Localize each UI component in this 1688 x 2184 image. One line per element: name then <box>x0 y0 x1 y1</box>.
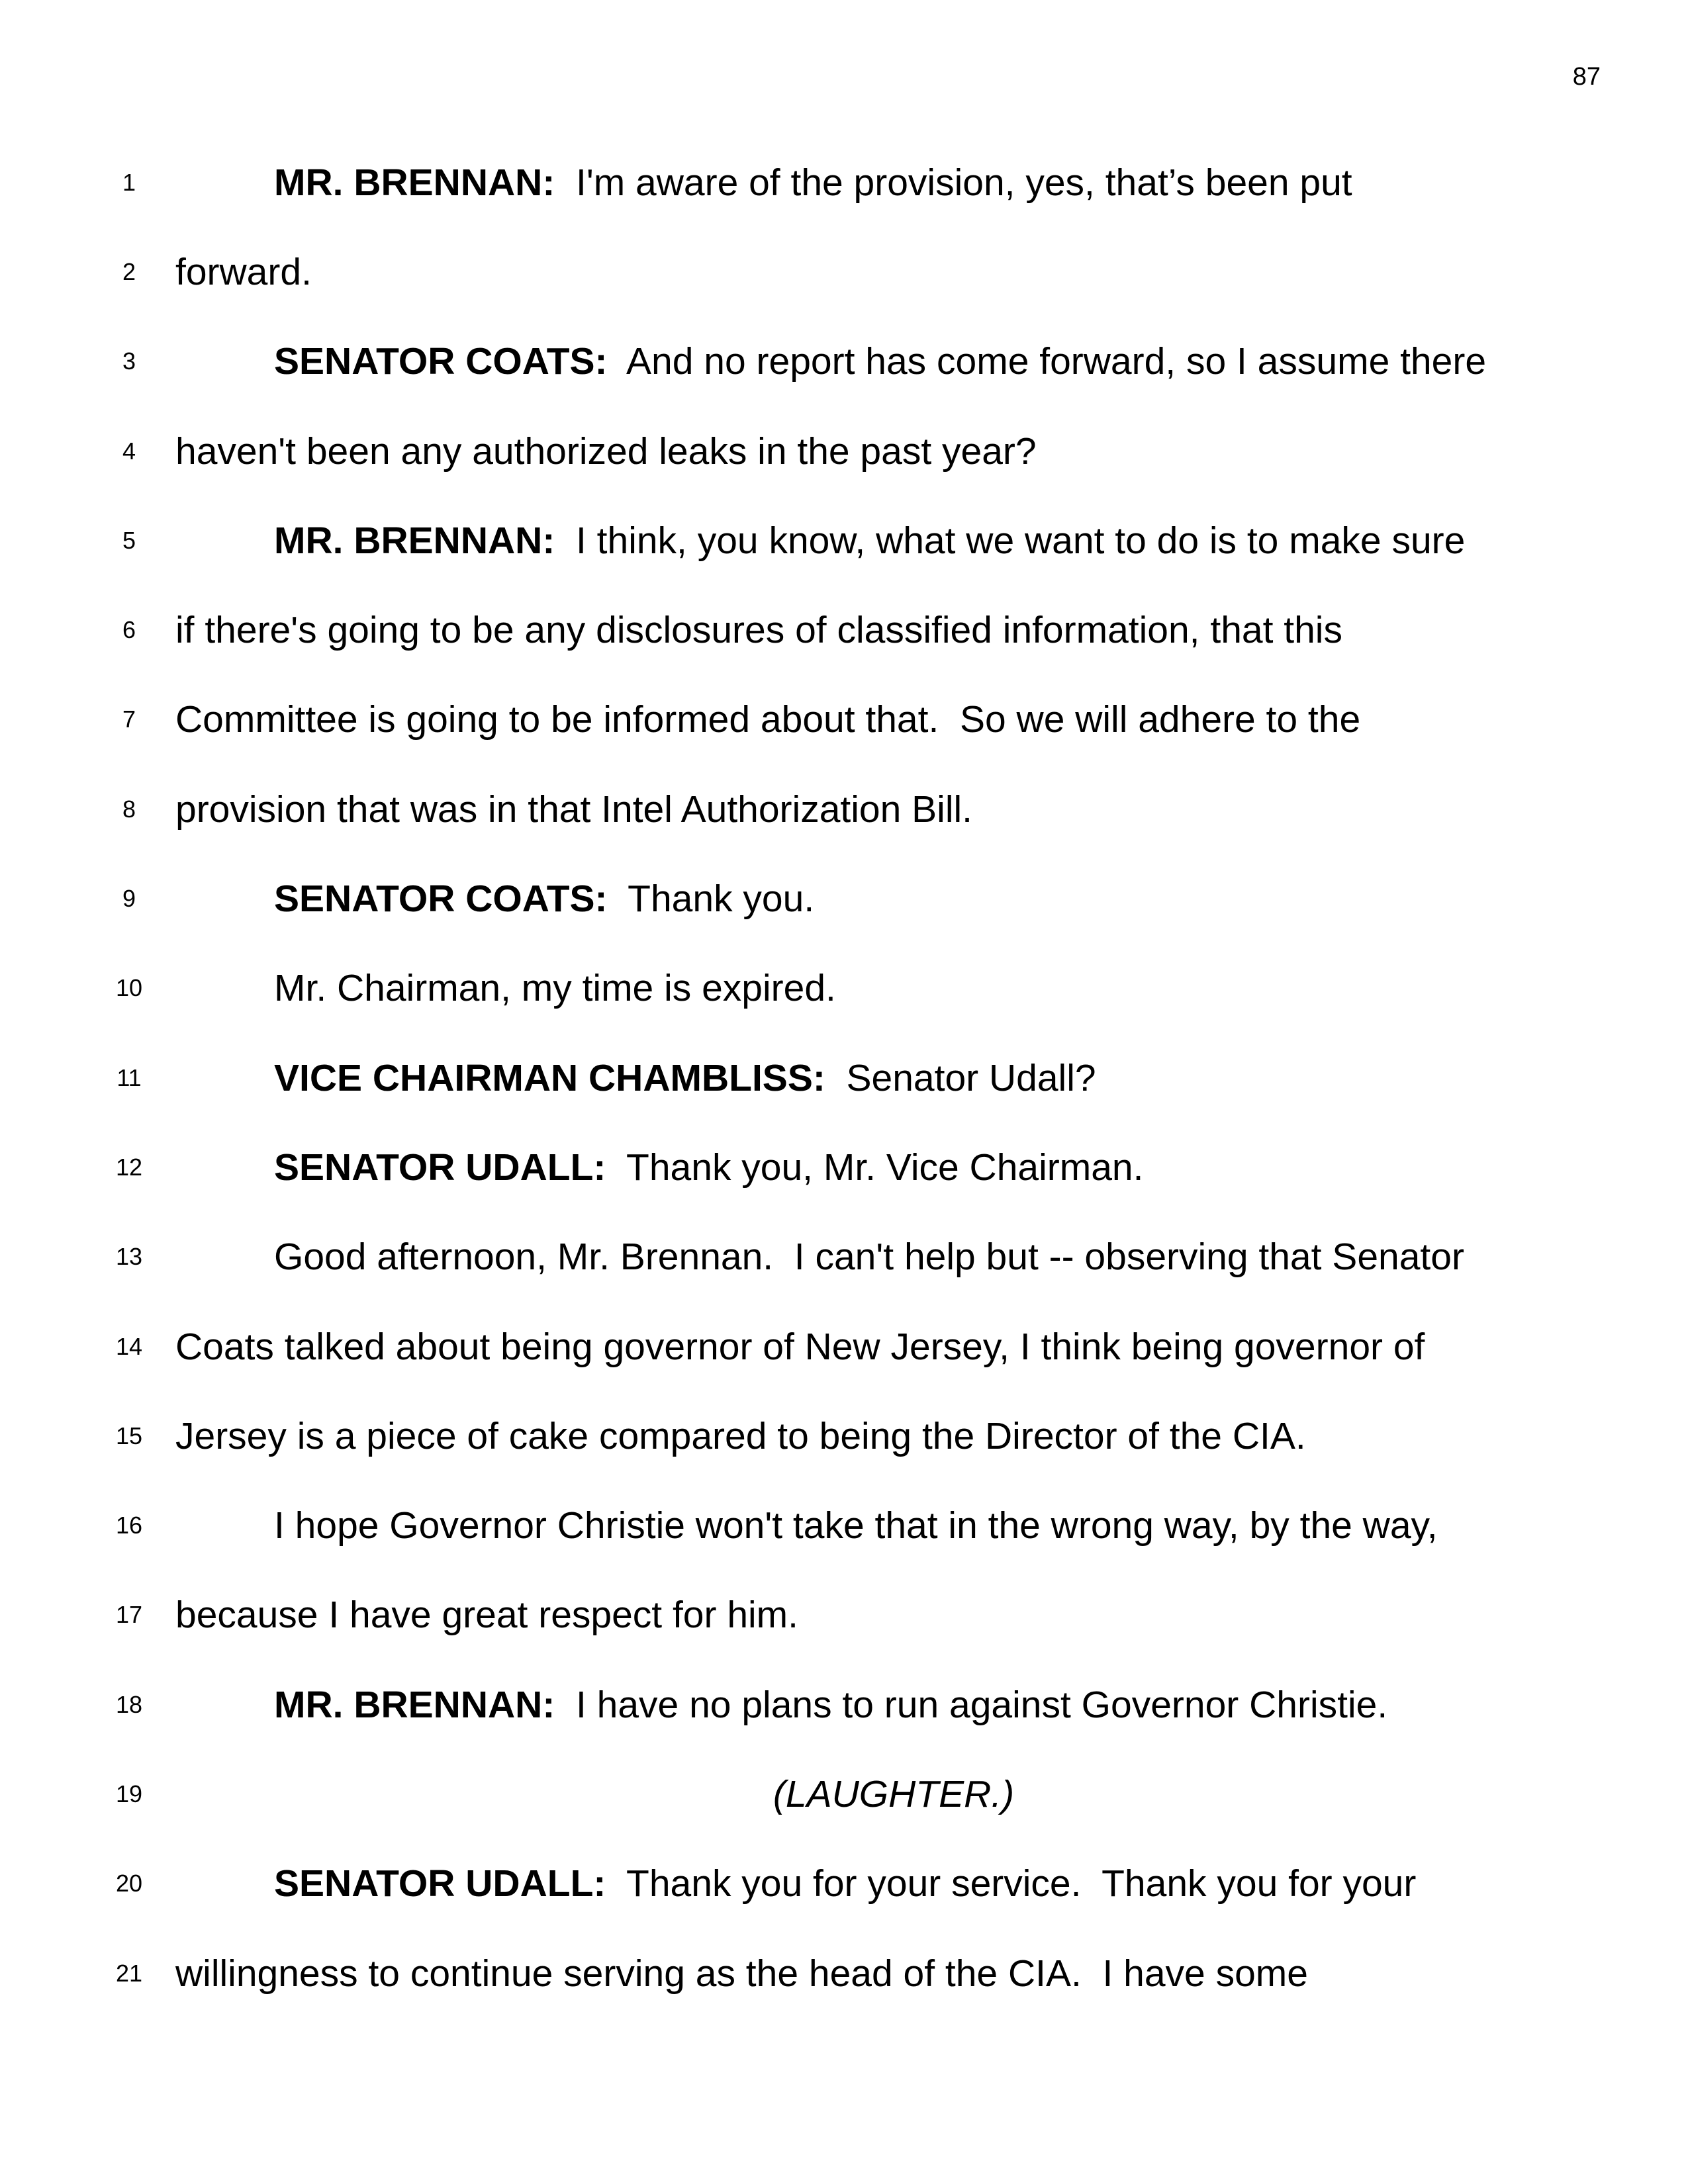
transcript-line <box>0 1929 1688 2018</box>
line-number: 11 <box>117 1064 142 1091</box>
spoken-text: Mr. Chairman, my time is expired. <box>274 967 836 1010</box>
line-number: 13 <box>115 1243 143 1271</box>
line-text <box>274 1235 1464 1279</box>
line-number: 20 <box>115 1870 143 1897</box>
spoken-text: And no report has come forward, so I assume there <box>607 340 1487 383</box>
transcript-line <box>0 1302 1688 1391</box>
spoken-text: Coats talked about being governor of New Jersey, I think being governor of <box>175 1325 1425 1368</box>
speaker-name: SENATOR UDALL: <box>274 1862 606 1905</box>
transcript-line <box>0 1480 1688 1570</box>
line-text <box>274 1146 1143 1189</box>
line-text <box>274 1056 1096 1100</box>
spoken-text: provision that was in that Intel Authorization Bill. <box>175 788 972 831</box>
line-number: 3 <box>122 347 136 375</box>
transcript-line <box>0 1749 1688 1839</box>
spoken-text: willingness to continue serving as the head of the CIA. I have some <box>175 1952 1308 1995</box>
transcript-line <box>0 1660 1688 1749</box>
speaker-name: MR. BRENNAN: <box>274 519 555 562</box>
transcript-line <box>0 854 1688 943</box>
line-number: 4 <box>122 437 136 465</box>
line-text <box>175 250 312 294</box>
transcript-line <box>0 1391 1688 1480</box>
transcript-line <box>0 317 1688 406</box>
transcript-line <box>0 496 1688 585</box>
line-text <box>274 161 1352 205</box>
line-text <box>175 698 1360 741</box>
transcript-line <box>0 406 1688 496</box>
transcript-line <box>0 1839 1688 1929</box>
transcript-line <box>0 585 1688 674</box>
transcript-line <box>0 1212 1688 1302</box>
line-number: 18 <box>115 1690 143 1718</box>
line-text <box>175 1414 1306 1458</box>
spoken-text: haven't been any authorized leaks in the past year? <box>175 430 1037 473</box>
line-text <box>175 1593 798 1637</box>
line-text <box>175 608 1342 652</box>
spoken-text: Thank you for your service. Thank you for your <box>606 1862 1417 1905</box>
transcript-line <box>0 944 1688 1033</box>
line-number: 6 <box>122 616 136 644</box>
line-number: 9 <box>122 885 136 913</box>
page-number: 87 <box>1572 63 1601 91</box>
line-number: 2 <box>122 257 136 285</box>
line-text <box>175 1325 1425 1369</box>
speaker-name: MR. BRENNAN: <box>274 161 555 204</box>
line-text <box>274 966 836 1010</box>
speaker-name: SENATOR COATS: <box>274 340 608 383</box>
transcript-line <box>0 227 1688 316</box>
spoken-text: Thank you, Mr. Vice Chairman. <box>606 1146 1144 1189</box>
spoken-text: Good afternoon, Mr. Brennan. I can't help but -- observing that Senator <box>274 1236 1464 1279</box>
line-text <box>0 1772 1688 1816</box>
spoken-text: because I have great respect for him. <box>175 1594 799 1637</box>
transcript-line <box>0 1033 1688 1122</box>
transcript-line <box>0 764 1688 854</box>
speaker-name: MR. BRENNAN: <box>274 1683 555 1726</box>
line-number: 8 <box>122 795 136 823</box>
line-number: 10 <box>115 974 143 1002</box>
line-number: 16 <box>115 1512 143 1539</box>
spoken-text: if there's going to be any disclosures of classified information, that this <box>175 609 1342 652</box>
spoken-text: I have no plans to run against Governor Christie. <box>555 1683 1388 1726</box>
transcript-line <box>0 1122 1688 1212</box>
transcript-line <box>0 1570 1688 1660</box>
spoken-text: I'm aware of the provision, yes, that’s been put <box>555 161 1352 204</box>
line-text <box>274 519 1465 563</box>
spoken-text: Senator Udall? <box>825 1056 1096 1099</box>
line-text <box>274 877 814 921</box>
line-number: 21 <box>115 1959 143 1987</box>
line-number: 12 <box>115 1153 143 1181</box>
line-text <box>175 430 1037 473</box>
spoken-text: Jersey is a piece of cake compared to being the Director of the CIA. <box>175 1414 1306 1457</box>
line-number: 19 <box>115 1780 143 1807</box>
spoken-text: forward. <box>175 250 312 293</box>
speaker-name: VICE CHAIRMAN CHAMBLISS: <box>274 1056 825 1099</box>
spoken-text: I hope Governor Christie won't take that in the wrong way, by the way, <box>274 1504 1438 1547</box>
transcript-line <box>0 138 1688 227</box>
line-text <box>274 1504 1438 1547</box>
transcript-lines <box>0 138 1688 2018</box>
spoken-text: I think, you know, what we want to do is to make sure <box>555 519 1466 562</box>
line-number: 1 <box>122 168 136 196</box>
line-number: 17 <box>115 1601 143 1629</box>
transcript-line <box>0 675 1688 764</box>
line-text <box>175 1952 1308 1995</box>
line-text <box>274 1683 1387 1727</box>
spoken-text: Thank you. <box>607 878 815 921</box>
spoken-text: Committee is going to be informed about that. So we will adhere to the <box>175 698 1361 741</box>
line-text <box>274 340 1486 383</box>
spoken-text: (LAUGHTER.) <box>773 1772 1015 1815</box>
line-number: 7 <box>122 705 136 733</box>
speaker-name: SENATOR COATS: <box>274 878 608 921</box>
line-number: 5 <box>122 526 136 554</box>
line-number: 15 <box>115 1422 143 1449</box>
speaker-name: SENATOR UDALL: <box>274 1146 606 1189</box>
line-number: 14 <box>115 1332 143 1360</box>
line-text <box>175 788 972 831</box>
line-text <box>274 1862 1416 1905</box>
